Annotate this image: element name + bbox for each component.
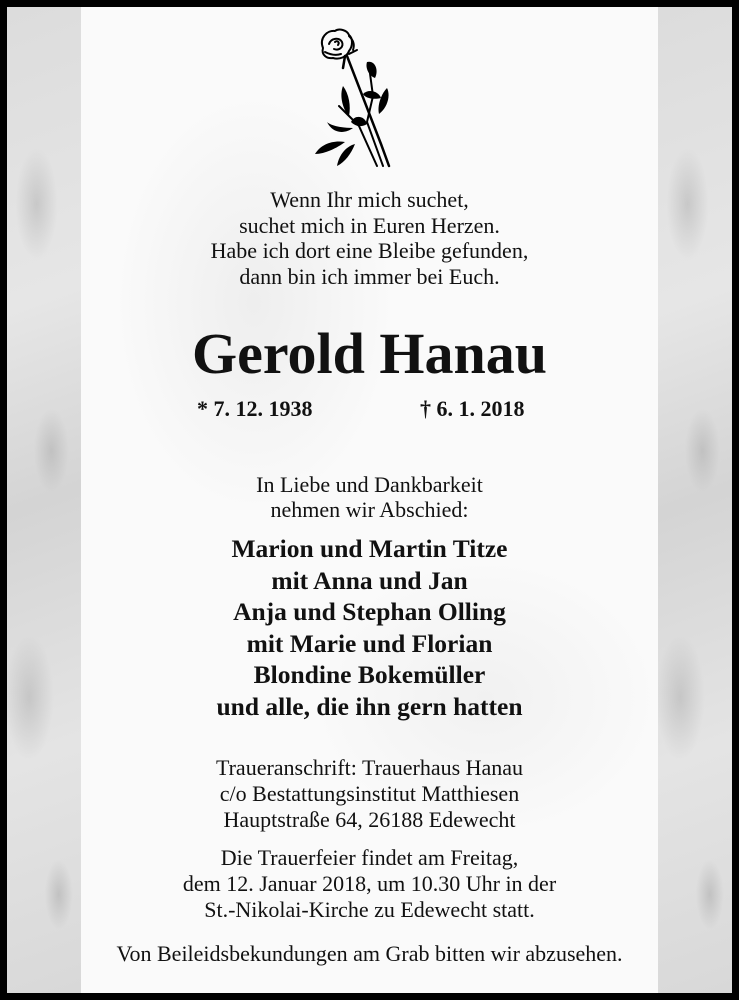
- death-date: † 6. 1. 2018: [420, 396, 525, 421]
- closing-note: Von Beileidsbekundungen am Grab bitten wir abzusehen.: [116, 941, 623, 966]
- address-line: c/o Bestattungsinstitut Matthiesen: [219, 781, 520, 806]
- mourner-line: Blondine Bokemüller: [253, 660, 486, 689]
- intro-line: nehmen wir Abschied:: [270, 497, 469, 522]
- verse-line: suchet mich in Euren Herzen.: [239, 212, 500, 238]
- address-line: Hauptstraße 64, 26188 Edewecht: [223, 807, 516, 832]
- verse: [0, 187, 739, 289]
- farewell-intro: [0, 472, 739, 522]
- funeral-service-info: [0, 845, 739, 923]
- mourners-list: [0, 533, 739, 722]
- mourner-line: Marion und Martin Titze: [231, 534, 508, 563]
- mourning-address: [0, 755, 739, 833]
- mourner-line: Anja und Stephan Olling: [233, 597, 506, 626]
- service-line: St.-Nikolai-Kirche zu Edewecht statt.: [204, 897, 535, 922]
- verse-line: Wenn Ihr mich suchet,: [270, 187, 469, 212]
- address-line: Traueranschrift: Trauerhaus Hanau: [215, 755, 524, 780]
- verse-line: dann bin ich immer bei Euch.: [239, 263, 500, 289]
- deceased-name: Gerold Hanau: [191, 321, 548, 386]
- mourner-line: mit Anna und Jan: [271, 565, 468, 595]
- service-line: dem 12. Januar 2018, um 10.30 Uhr in der: [182, 871, 557, 896]
- mourner-line: und alle, die ihn gern hatten: [216, 691, 523, 721]
- birth-date: * 7. 12. 1938: [197, 396, 313, 421]
- intro-line: In Liebe und Dankbarkeit: [256, 472, 483, 497]
- mourner-line: mit Marie und Florian: [246, 628, 493, 658]
- service-line: Die Trauerfeier findet am Freitag,: [220, 845, 519, 870]
- rose-icon: [309, 26, 409, 171]
- verse-line: Habe ich dort eine Bleibe gefunden,: [210, 238, 529, 263]
